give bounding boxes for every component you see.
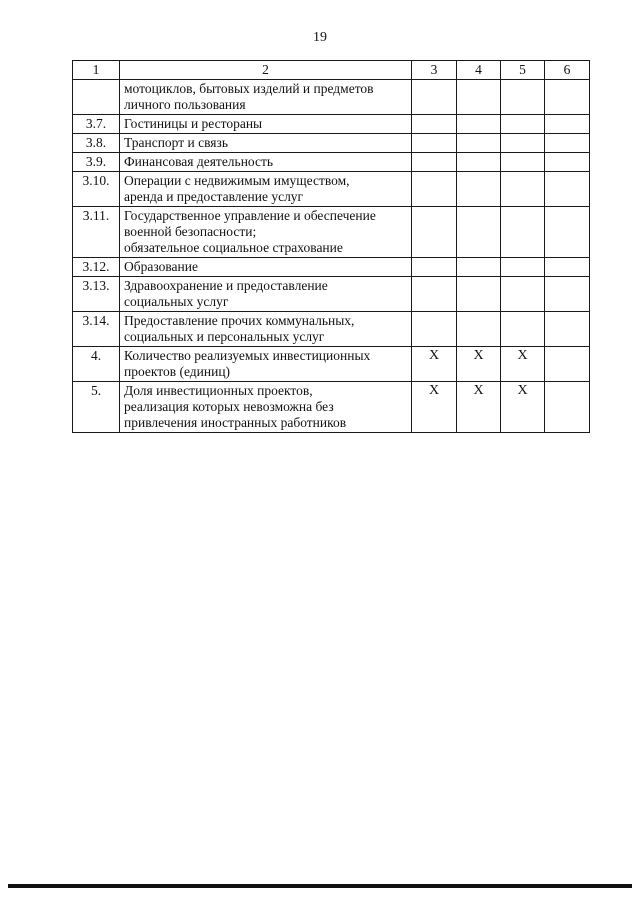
value-cell-5 bbox=[501, 134, 545, 153]
row-number-cell: 3.13. bbox=[73, 277, 120, 312]
row-number-cell: 3.9. bbox=[73, 153, 120, 172]
indicator-name-line: проектов (единиц) bbox=[124, 364, 231, 379]
value-cell-5 bbox=[501, 115, 545, 134]
value-cell-6 bbox=[545, 347, 590, 382]
indicator-name-line: Предоставление прочих коммунальных, bbox=[124, 313, 355, 328]
indicator-name-line: Гостиницы и рестораны bbox=[124, 116, 263, 131]
value-cell-5 bbox=[501, 312, 545, 347]
value-cell-3 bbox=[412, 153, 457, 172]
indicator-name-cell bbox=[120, 153, 412, 172]
row-number-cell: 3.8. bbox=[73, 134, 120, 153]
table-row bbox=[73, 312, 590, 347]
value-cell-6 bbox=[545, 172, 590, 207]
header-cell-1: 1 bbox=[73, 61, 120, 80]
indicator-name-line: привлечения иностранных работников bbox=[124, 415, 347, 430]
bottom-rule bbox=[8, 884, 632, 888]
value-cell-6 bbox=[545, 312, 590, 347]
value-cell-3 bbox=[412, 172, 457, 207]
indicator-name-cell bbox=[120, 312, 412, 347]
page-number: 19 bbox=[313, 30, 327, 45]
value-cell-4 bbox=[457, 312, 501, 347]
value-cell-3: Х bbox=[412, 382, 457, 433]
row-number-cell: 3.14. bbox=[73, 312, 120, 347]
indicator-name-line: социальных услуг bbox=[124, 294, 229, 309]
value-cell-5 bbox=[501, 172, 545, 207]
header-cell-5: 5 bbox=[501, 61, 545, 80]
indicator-name-line: Операции с недвижимым имуществом, bbox=[124, 173, 350, 188]
table-row bbox=[73, 80, 590, 115]
value-cell-6 bbox=[545, 134, 590, 153]
value-cell-3: Х bbox=[412, 347, 457, 382]
value-cell-3 bbox=[412, 80, 457, 115]
indicator-name-line: Здравоохранение и предоставление bbox=[124, 278, 328, 293]
value-cell-3 bbox=[412, 115, 457, 134]
indicator-name-cell bbox=[120, 258, 412, 277]
indicator-name-line: Государственное управление и обеспечение bbox=[124, 208, 376, 223]
value-cell-4 bbox=[457, 134, 501, 153]
row-number-cell: 3.12. bbox=[73, 258, 120, 277]
indicator-name-line: военной безопасности; bbox=[124, 224, 257, 239]
header-cell-2: 2 bbox=[120, 61, 412, 80]
value-cell-4 bbox=[457, 277, 501, 312]
value-cell-6 bbox=[545, 382, 590, 433]
indicator-name-cell bbox=[120, 115, 412, 134]
table-row bbox=[73, 207, 590, 258]
table-row bbox=[73, 134, 590, 153]
indicator-name-cell bbox=[120, 347, 412, 382]
indicator-name-cell bbox=[120, 277, 412, 312]
table-header-row bbox=[73, 61, 590, 80]
value-cell-5 bbox=[501, 207, 545, 258]
value-cell-6 bbox=[545, 115, 590, 134]
value-cell-3 bbox=[412, 207, 457, 258]
indicator-name-line: аренда и предоставление услуг bbox=[124, 189, 304, 204]
value-cell-5: Х bbox=[501, 382, 545, 433]
value-cell-6 bbox=[545, 80, 590, 115]
table-row bbox=[73, 277, 590, 312]
row-number-cell bbox=[73, 80, 120, 115]
header-cell-3: 3 bbox=[412, 61, 457, 80]
table-body bbox=[73, 61, 590, 433]
value-cell-5 bbox=[501, 80, 545, 115]
indicator-name-cell bbox=[120, 80, 412, 115]
row-number-cell: 3.10. bbox=[73, 172, 120, 207]
table-row bbox=[73, 347, 590, 382]
value-cell-4 bbox=[457, 207, 501, 258]
value-cell-6 bbox=[545, 277, 590, 312]
table-row bbox=[73, 258, 590, 277]
indicator-name-line: мотоциклов, бытовых изделий и предметов bbox=[124, 81, 374, 96]
indicator-name-line: Транспорт и связь bbox=[124, 135, 228, 150]
value-cell-4 bbox=[457, 153, 501, 172]
indicator-name-line: Образование bbox=[124, 259, 198, 274]
value-cell-3 bbox=[412, 277, 457, 312]
table-row bbox=[73, 172, 590, 207]
value-cell-3 bbox=[412, 258, 457, 277]
value-cell-4 bbox=[457, 115, 501, 134]
value-cell-5 bbox=[501, 277, 545, 312]
indicator-name-cell bbox=[120, 134, 412, 153]
indicator-name-line: Доля инвестиционных проектов, bbox=[124, 383, 313, 398]
value-cell-4 bbox=[457, 80, 501, 115]
value-cell-6 bbox=[545, 258, 590, 277]
header-cell-6: 6 bbox=[545, 61, 590, 80]
indicator-name-cell bbox=[120, 207, 412, 258]
indicator-name-line: Финансовая деятельность bbox=[124, 154, 274, 169]
value-cell-4: Х bbox=[457, 382, 501, 433]
row-number-cell: 3.7. bbox=[73, 115, 120, 134]
indicator-name-line: реализация которых невозможна без bbox=[124, 399, 334, 414]
value-cell-6 bbox=[545, 207, 590, 258]
value-cell-5 bbox=[501, 258, 545, 277]
indicators-table bbox=[72, 60, 590, 433]
indicator-name-cell bbox=[120, 172, 412, 207]
value-cell-3 bbox=[412, 134, 457, 153]
indicator-name-line: Количество реализуемых инвестиционных bbox=[124, 348, 371, 363]
value-cell-6 bbox=[545, 153, 590, 172]
row-number-cell: 5. bbox=[73, 382, 120, 433]
table-row bbox=[73, 153, 590, 172]
indicator-name-cell bbox=[120, 382, 412, 433]
indicator-name-line: личного пользования bbox=[124, 97, 246, 112]
table-row bbox=[73, 115, 590, 134]
row-number-cell: 3.11. bbox=[73, 207, 120, 258]
value-cell-5 bbox=[501, 153, 545, 172]
value-cell-4 bbox=[457, 258, 501, 277]
header-cell-4: 4 bbox=[457, 61, 501, 80]
indicator-name-line: социальных и персональных услуг bbox=[124, 329, 325, 344]
row-number-cell: 4. bbox=[73, 347, 120, 382]
value-cell-4 bbox=[457, 172, 501, 207]
table-row bbox=[73, 382, 590, 433]
indicator-name-line: обязательное социальное страхование bbox=[124, 240, 343, 255]
value-cell-4: Х bbox=[457, 347, 501, 382]
value-cell-3 bbox=[412, 312, 457, 347]
value-cell-5: Х bbox=[501, 347, 545, 382]
